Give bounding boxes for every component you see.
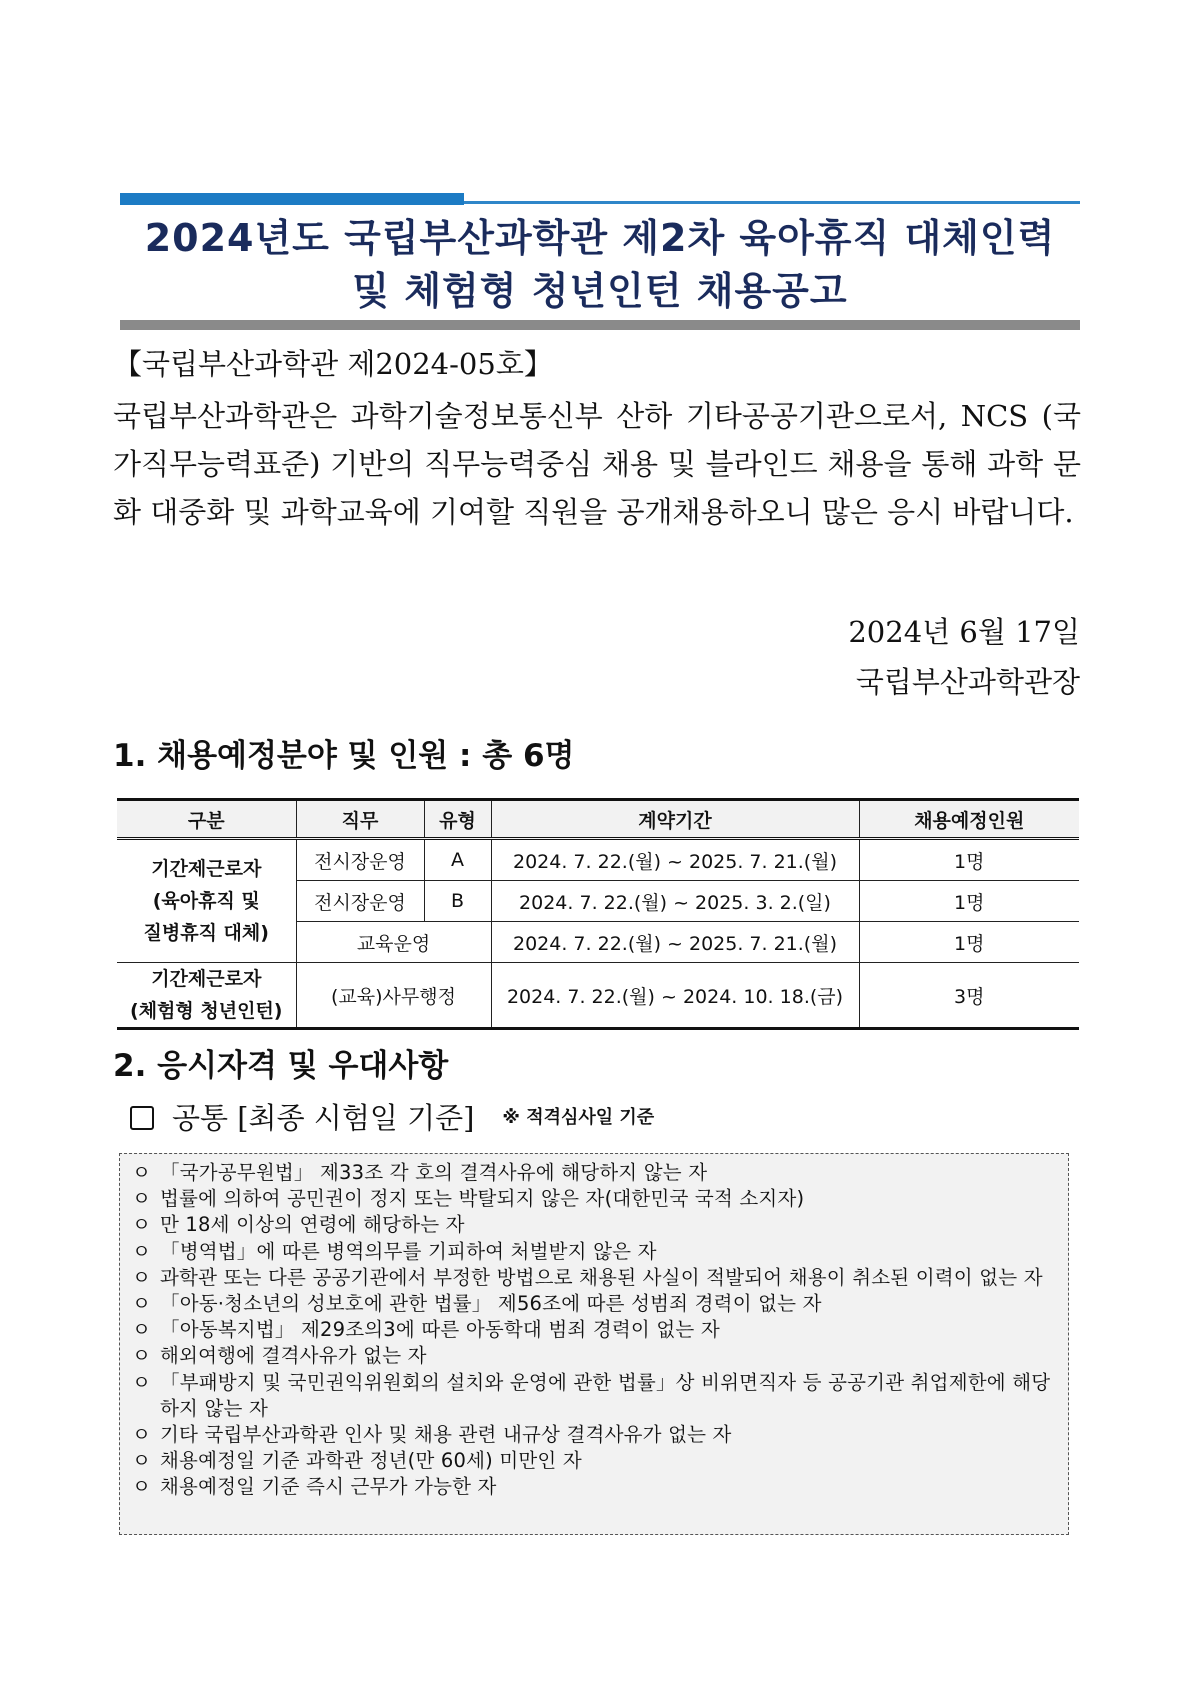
list-item [130,1212,1062,1238]
document-title-line1: 2024년도 국립부산과학관 제2차 육아휴직 대체인력 [144,216,1056,260]
requirement-text: 「부패방지 및 국민권익위원회의 설치와 운영에 관한 법률」상 비위면직자 등 공공기관 취업제한에 해당하지 않는 자 [160,1370,1051,1420]
title-bottom-rule [120,320,1080,330]
recruitment-table [117,798,1079,1030]
bullet-circle-icon: ㅇ [132,1265,152,1289]
requirement-text: 과학관 또는 다른 공공기관에서 부정한 방법으로 채용된 사실이 적발되어 채용이 취소된 이력이 없는 자 [160,1265,1043,1289]
list-item [130,1474,1062,1500]
bullet-circle-icon: ㅇ [132,1187,152,1211]
requirement-text: 해외여행에 결격사유가 없는 자 [160,1344,427,1368]
requirements-box [119,1153,1069,1535]
category-label: 질병휴직 대체) [143,922,269,944]
bullet-circle-icon: ㅇ [132,1475,152,1499]
header-type: 유형 [424,800,491,839]
header-job: 직무 [296,800,424,839]
period-cell: 2024. 7. 22.(월) ~ 2025. 3. 2.(일) [491,881,859,922]
period-cell: 2024. 7. 22.(월) ~ 2025. 7. 21.(월) [491,922,859,963]
bullet-circle-icon: ㅇ [132,1370,152,1394]
list-item [130,1317,1062,1343]
list-item [130,1422,1062,1448]
requirement-text: 채용예정일 기준 즉시 근무가 가능한 자 [160,1475,497,1499]
requirement-text: 「아동복지법」 제29조의3에 따른 아동학대 범죄 경력이 없는 자 [160,1318,720,1342]
list-item [130,1160,1062,1186]
category-label: 기간제근로자 [151,968,262,990]
table-header-row [117,800,1079,839]
bullet-circle-icon: ㅇ [132,1213,152,1237]
period-cell: 2024. 7. 22.(월) ~ 2025. 7. 21.(월) [491,839,859,881]
job-cell: (교육)사무행정 [296,963,491,1029]
requirement-text: 「아동·청소년의 성보호에 관한 법률」 제56조에 따른 성범죄 경력이 없는 자 [160,1292,822,1316]
category-cell [117,963,296,1029]
count-cell: 1명 [859,881,1079,922]
requirement-text: 채용예정일 기준 과학관 정년(만 60세) 미만인 자 [160,1449,582,1473]
bullet-circle-icon: ㅇ [132,1344,152,1368]
common-note: ※ 적격심사일 기준 [502,1107,655,1128]
header-period: 계약기간 [491,800,859,839]
job-cell: 전시장운영 [296,839,424,881]
header-count: 채용예정인원 [859,800,1079,839]
requirement-text: 기타 국립부산과학관 인사 및 채용 관련 내규상 결격사유가 없는 자 [160,1423,732,1447]
checkbox-square-icon [130,1106,154,1130]
list-item [130,1239,1062,1265]
title-top-rule-thick [120,193,464,205]
announcement-date: 2024년 6월 17일 [848,615,1080,649]
document-title-line2: 및 체험형 청년인턴 채용공고 [352,269,848,313]
section2-title: 2. 응시자격 및 우대사항 [113,1048,449,1084]
bullet-circle-icon: ㅇ [132,1161,152,1184]
document-title [120,212,1080,318]
period-cell: 2024. 7. 22.(월) ~ 2024. 10. 18.(금) [491,963,859,1029]
table-row [117,963,1079,1029]
section1-title: 1. 채용예정분야 및 인원 : 총 6명 [113,738,575,774]
title-top-rule-thin [464,201,1080,204]
category-cell [117,839,296,963]
title-top-rule [120,193,1080,205]
category-label: (체험형 청년인턴) [130,1000,283,1022]
category-label: (육아휴직 및 [152,890,260,912]
list-item [130,1343,1062,1369]
bullet-circle-icon: ㅇ [132,1449,152,1473]
count-cell: 1명 [859,922,1079,963]
bullet-circle-icon: ㅇ [132,1239,152,1263]
bullet-circle-icon: ㅇ [132,1423,152,1447]
header-category: 구분 [117,800,296,839]
list-item [130,1448,1062,1474]
category-label: 기간제근로자 [151,858,262,880]
job-cell: 교육운영 [296,922,491,963]
type-cell: B [424,881,491,922]
list-item [130,1186,1062,1212]
common-requirements-heading [130,1098,654,1138]
count-cell: 1명 [859,839,1079,881]
job-cell: 전시장운영 [296,881,424,922]
bullet-circle-icon: ㅇ [132,1318,152,1342]
table-row [117,839,1079,881]
list-item [130,1265,1062,1291]
type-cell: A [424,839,491,881]
requirement-text: 「국가공무원법」 제33조 각 호의 결격사유에 해당하지 않는 자 [160,1161,708,1184]
intro-paragraph: 국립부산과학관은 과학기술정보통신부 산하 기타공공기관으로서, NCS (국가직무능력표준) 기반의 직무능력중심 채용 및 블라인드 채용을 통해 과학 문화 대중화 및 과학교육에 기여할 직원을 공개채용하오니 많은 응시 바랍니다. [113,399,1081,529]
count-cell: 3명 [859,963,1079,1029]
issuing-organization: 국립부산과학관장 [855,665,1080,699]
list-item [130,1291,1062,1317]
common-title: 공통 [최종 시험일 기준] [172,1101,475,1135]
list-item [130,1370,1062,1422]
requirement-text: 법률에 의하여 공민권이 정지 또는 박탈되지 않은 자(대한민국 국적 소지자) [160,1187,805,1211]
notice-number: 【국립부산과학관 제2024-05호】 [113,347,553,381]
requirement-text: 「병역법」에 따른 병역의무를 기피하여 처벌받지 않은 자 [160,1239,657,1263]
requirement-text: 만 18세 이상의 연령에 해당하는 자 [160,1213,465,1237]
requirements-list [130,1160,1062,1501]
bullet-circle-icon: ㅇ [132,1292,152,1316]
